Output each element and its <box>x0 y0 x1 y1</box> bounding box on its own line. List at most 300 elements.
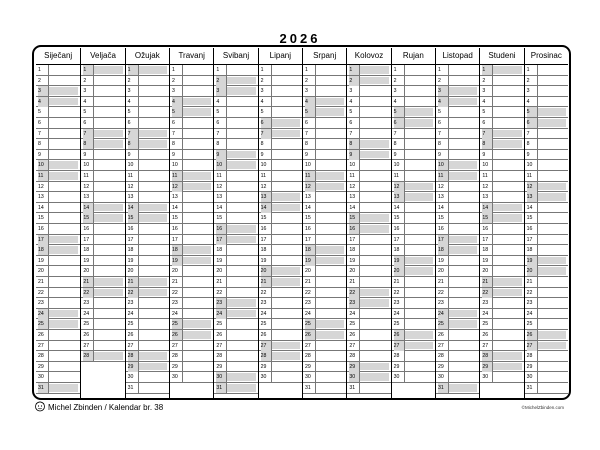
day-separator <box>492 266 493 276</box>
day-separator <box>404 245 405 255</box>
weekend-shade <box>493 130 521 138</box>
day-number: 26 <box>527 330 537 340</box>
day-number: 14 <box>172 204 178 211</box>
day-number: 19 <box>438 257 444 264</box>
day-number: 14 <box>305 204 311 211</box>
day-number: 29 <box>393 363 400 370</box>
day-number: 12 <box>527 182 537 192</box>
day-separator <box>492 86 493 96</box>
weekend-day-cell <box>36 245 80 256</box>
day-cell <box>525 76 568 87</box>
day-number: 27 <box>261 341 271 351</box>
face-logo-icon <box>34 400 46 412</box>
day-number: 6 <box>172 120 175 126</box>
day-number: 20 <box>216 268 223 275</box>
day-cell <box>170 192 213 203</box>
day-separator <box>404 277 405 287</box>
day-number: 4 <box>38 97 48 107</box>
weekend-shade <box>449 172 477 180</box>
day-cell <box>392 171 435 182</box>
weekend-shade <box>493 140 521 148</box>
day-number: 30 <box>127 374 134 381</box>
weekend-shade <box>272 204 300 212</box>
month-column <box>213 48 257 398</box>
day-number: 5 <box>216 109 220 116</box>
day-separator <box>359 129 360 139</box>
day-number: 15 <box>482 213 492 223</box>
day-separator <box>492 224 493 234</box>
day-number: 29 <box>260 363 267 370</box>
weekend-day-cell <box>392 341 435 352</box>
day-cell <box>214 192 257 203</box>
day-number: 24 <box>216 309 226 319</box>
day-cell <box>392 139 435 150</box>
day-separator <box>448 76 449 86</box>
day-separator <box>359 160 360 170</box>
day-number: 29 <box>38 363 44 370</box>
day-separator <box>226 107 227 117</box>
day-number: 23 <box>172 300 178 307</box>
day-cell <box>303 277 346 288</box>
weekend-shade <box>227 236 255 244</box>
day-separator <box>359 203 360 213</box>
day-cell <box>347 309 390 320</box>
day-number: 21 <box>83 277 93 287</box>
weekend-shade <box>538 331 566 339</box>
weekend-shade <box>272 193 300 201</box>
day-number: 27 <box>349 342 356 349</box>
day-separator <box>492 150 493 160</box>
day-cell <box>525 277 568 288</box>
day-separator <box>404 86 405 96</box>
weekend-shade <box>316 257 344 265</box>
weekend-shade <box>139 363 167 371</box>
day-separator <box>48 150 49 160</box>
day-number: 9 <box>38 151 41 158</box>
day-separator <box>271 319 272 329</box>
day-number: 7 <box>261 129 271 139</box>
day-cell <box>81 298 124 309</box>
day-number: 2 <box>83 77 87 84</box>
day-separator <box>226 362 227 372</box>
day-number: 3 <box>216 86 226 96</box>
day-number: 7 <box>482 129 492 139</box>
day-cell <box>36 341 80 352</box>
day-separator <box>315 86 316 96</box>
weekend-day-cell <box>36 319 80 330</box>
weekend-shade <box>94 204 122 212</box>
day-number: 11 <box>216 173 222 179</box>
day-cell <box>259 107 302 118</box>
day-separator <box>359 97 360 107</box>
day-separator <box>537 203 538 213</box>
day-number: 22 <box>349 288 359 298</box>
weekend-shade <box>493 214 521 222</box>
day-separator <box>93 319 94 329</box>
day-number: 9 <box>216 150 226 160</box>
day-cell <box>303 298 346 309</box>
day-separator <box>448 266 449 276</box>
day-separator <box>271 372 272 382</box>
weekend-day-cell <box>303 330 346 341</box>
weekend-shade <box>94 278 122 286</box>
weekend-shade <box>227 373 255 381</box>
weekend-shade <box>405 257 433 265</box>
day-number: 30 <box>349 372 359 382</box>
day-number: 21 <box>128 277 138 287</box>
day-number: 17 <box>349 236 356 243</box>
day-cell <box>36 266 80 277</box>
day-cell <box>81 341 124 352</box>
day-cell <box>126 372 169 383</box>
day-separator <box>93 298 94 308</box>
day-cell <box>214 351 257 362</box>
day-number: 5 <box>127 109 131 116</box>
day-number: 17 <box>305 236 311 243</box>
footer-website: ©MichelZbinden.com <box>521 405 564 410</box>
day-cell <box>525 213 568 224</box>
day-number: 26 <box>83 332 90 338</box>
day-separator <box>492 298 493 308</box>
weekend-day-cell <box>303 182 346 193</box>
day-cell <box>81 245 124 256</box>
day-number: 7 <box>38 130 41 137</box>
day-cell <box>525 65 568 76</box>
day-number: 6 <box>38 120 41 126</box>
day-separator <box>404 319 405 329</box>
day-cell <box>392 203 435 214</box>
month-header: Kolovoz <box>347 48 390 65</box>
weekend-shade <box>316 331 344 339</box>
weekend-shade <box>449 98 477 106</box>
weekend-shade <box>493 66 521 74</box>
day-number: 22 <box>438 289 444 296</box>
day-number: 9 <box>305 151 308 158</box>
day-separator <box>48 192 49 202</box>
day-separator <box>359 118 360 128</box>
weekend-day-cell <box>81 213 124 224</box>
day-number: 24 <box>482 310 489 317</box>
day-separator <box>492 341 493 351</box>
day-cell <box>170 118 213 129</box>
weekend-shade <box>538 267 566 275</box>
day-number: 20 <box>261 266 271 276</box>
weekend-day-cell <box>126 362 169 373</box>
weekend-shade <box>139 214 167 222</box>
day-cell <box>126 298 169 309</box>
day-number: 7 <box>83 129 93 139</box>
day-separator <box>138 309 139 319</box>
weekend-day-cell <box>480 129 523 140</box>
day-number: 6 <box>482 120 486 126</box>
day-cell <box>36 76 80 87</box>
day-separator <box>48 213 49 223</box>
day-cell <box>480 97 523 108</box>
day-cell <box>170 288 213 299</box>
day-separator <box>138 76 139 86</box>
day-number: 2 <box>127 77 131 84</box>
day-separator <box>138 150 139 160</box>
day-number: 20 <box>438 268 444 275</box>
weekend-day-cell <box>480 362 523 373</box>
day-separator <box>448 150 449 160</box>
day-number: 18 <box>305 245 315 255</box>
day-number: 26 <box>216 332 223 338</box>
day-number: 23 <box>38 300 44 307</box>
weekend-day-cell <box>170 245 213 256</box>
weekend-shade <box>272 342 300 350</box>
day-number: 7 <box>128 129 138 139</box>
weekend-day-cell <box>392 118 435 129</box>
month-header: Prosinac <box>525 48 568 65</box>
day-cell <box>126 97 169 108</box>
weekend-day-cell <box>303 107 346 118</box>
weekend-day-cell <box>347 150 390 161</box>
month-header: Rujan <box>392 48 435 65</box>
day-cell <box>303 341 346 352</box>
day-cell <box>170 150 213 161</box>
day-separator <box>138 224 139 234</box>
day-number: 3 <box>393 88 397 95</box>
weekend-day-cell <box>214 76 257 87</box>
day-separator <box>93 256 94 266</box>
day-number: 8 <box>260 141 264 148</box>
day-cell <box>259 235 302 246</box>
day-number: 17 <box>260 236 267 243</box>
day-cell <box>303 192 346 203</box>
day-separator <box>404 129 405 139</box>
day-cell <box>436 266 479 277</box>
day-number: 16 <box>305 226 311 232</box>
weekend-shade <box>538 119 566 127</box>
weekend-day-cell <box>525 107 568 118</box>
day-number: 16 <box>83 226 90 232</box>
day-number: 10 <box>482 162 489 169</box>
day-cell <box>81 150 124 161</box>
day-separator <box>271 97 272 107</box>
day-number: 13 <box>127 194 134 201</box>
day-number: 16 <box>172 226 178 232</box>
day-number: 8 <box>128 139 138 149</box>
day-separator <box>448 341 449 351</box>
day-number: 15 <box>260 215 267 222</box>
day-separator <box>492 97 493 107</box>
day-number: 4 <box>438 97 448 107</box>
weekend-day-cell <box>436 235 479 246</box>
day-separator <box>182 351 183 361</box>
day-separator <box>271 256 272 266</box>
day-number: 18 <box>526 247 533 254</box>
weekend-day-cell <box>170 319 213 330</box>
day-number: 5 <box>349 109 353 116</box>
day-number: 26 <box>482 332 489 338</box>
day-cell <box>214 341 257 352</box>
day-separator <box>359 182 360 192</box>
day-cell <box>480 171 523 182</box>
day-cell <box>436 362 479 373</box>
day-separator <box>182 65 183 75</box>
day-cell <box>81 182 124 193</box>
weekend-day-cell <box>81 129 124 140</box>
day-number: 3 <box>83 88 87 95</box>
weekend-shade <box>360 373 388 381</box>
day-number: 28 <box>482 351 492 361</box>
weekend-shade <box>449 320 477 328</box>
month-column <box>479 48 523 398</box>
day-separator <box>315 118 316 128</box>
day-number: 12 <box>260 183 267 190</box>
day-number: 12 <box>172 182 182 192</box>
page-title: 2026 <box>279 31 321 46</box>
day-cell <box>347 235 390 246</box>
day-number: 10 <box>216 160 226 170</box>
day-number: 9 <box>349 150 359 160</box>
month-column <box>258 48 302 398</box>
day-cell <box>303 139 346 150</box>
day-number: 9 <box>83 151 87 158</box>
day-separator <box>404 97 405 107</box>
day-cell <box>214 139 257 150</box>
day-separator <box>93 235 94 245</box>
day-cell <box>436 129 479 140</box>
day-number: 29 <box>216 363 223 370</box>
day-number: 31 <box>127 385 134 391</box>
weekend-shade <box>139 352 167 360</box>
day-number: 2 <box>349 76 359 86</box>
day-number: 19 <box>394 256 404 266</box>
day-separator <box>93 266 94 276</box>
day-separator <box>359 86 360 96</box>
day-cell <box>170 129 213 140</box>
weekend-day-cell <box>126 129 169 140</box>
day-number: 20 <box>482 268 489 275</box>
day-cell <box>347 203 390 214</box>
day-cell <box>36 224 80 235</box>
day-separator <box>492 118 493 128</box>
weekend-shade <box>94 66 122 74</box>
day-separator <box>138 97 139 107</box>
day-number: 13 <box>527 192 537 202</box>
day-cell <box>525 362 568 373</box>
day-number: 20 <box>38 268 44 275</box>
day-cell <box>347 266 390 277</box>
day-number: 10 <box>393 162 400 169</box>
day-separator <box>271 150 272 160</box>
day-number: 6 <box>438 120 441 126</box>
day-separator <box>404 203 405 213</box>
weekend-day-cell <box>36 235 80 246</box>
day-separator <box>93 150 94 160</box>
day-separator <box>537 76 538 86</box>
day-number: 4 <box>526 98 530 105</box>
weekend-day-cell <box>81 65 124 76</box>
day-cell <box>525 298 568 309</box>
day-cell <box>392 319 435 330</box>
day-number: 13 <box>172 194 178 201</box>
day-cell <box>126 383 169 394</box>
month-header: Veljača <box>81 48 124 65</box>
day-cell <box>303 118 346 129</box>
day-number: 14 <box>526 204 533 211</box>
weekend-shade <box>227 299 255 307</box>
day-separator <box>226 171 227 181</box>
weekend-day-cell <box>436 86 479 97</box>
day-number: 4 <box>393 98 397 105</box>
day-cell <box>81 107 124 118</box>
day-separator <box>48 330 49 340</box>
weekend-shade <box>227 161 255 169</box>
day-cell <box>436 351 479 362</box>
weekend-shade <box>449 236 477 244</box>
weekend-shade <box>272 119 300 127</box>
day-number: 26 <box>127 332 134 338</box>
day-number: 31 <box>438 383 448 393</box>
day-number: 10 <box>127 162 134 169</box>
day-separator <box>448 182 449 192</box>
weekend-day-cell <box>214 383 257 394</box>
day-number: 21 <box>216 279 223 285</box>
day-separator <box>93 107 94 117</box>
day-number: 21 <box>349 279 356 285</box>
weekend-shade <box>183 257 211 265</box>
day-cell <box>436 288 479 299</box>
day-cell <box>347 129 390 140</box>
day-separator <box>226 351 227 361</box>
weekend-shade <box>405 119 433 127</box>
day-number: 24 <box>349 310 356 317</box>
day-number: 2 <box>216 76 226 86</box>
day-number: 28 <box>128 351 138 361</box>
weekend-day-cell <box>525 192 568 203</box>
day-cell <box>436 277 479 288</box>
day-number: 15 <box>83 213 93 223</box>
day-number: 22 <box>526 289 533 296</box>
day-number: 1 <box>172 67 175 73</box>
day-cell <box>259 288 302 299</box>
day-cell <box>214 319 257 330</box>
day-separator <box>182 139 183 149</box>
day-cell <box>36 330 80 341</box>
weekend-shade <box>227 77 255 85</box>
day-cell <box>392 362 435 373</box>
day-number: 2 <box>393 77 397 84</box>
day-cell <box>259 245 302 256</box>
day-separator <box>226 97 227 107</box>
day-separator <box>315 65 316 75</box>
weekend-day-cell <box>347 213 390 224</box>
day-cell <box>259 86 302 97</box>
day-cell <box>436 76 479 87</box>
day-separator <box>226 129 227 139</box>
weekend-day-cell <box>480 65 523 76</box>
day-number: 14 <box>482 203 492 213</box>
day-separator <box>226 213 227 223</box>
day-number: 3 <box>127 88 131 95</box>
day-cell <box>525 86 568 97</box>
month-column <box>524 48 568 398</box>
day-number: 22 <box>305 289 311 296</box>
day-number: 6 <box>216 120 220 126</box>
day-cell <box>392 86 435 97</box>
weekend-day-cell <box>259 266 302 277</box>
day-separator <box>404 309 405 319</box>
day-cell <box>36 107 80 118</box>
day-number: 24 <box>38 309 48 319</box>
day-separator <box>48 256 49 266</box>
day-cell <box>36 298 80 309</box>
day-number: 31 <box>216 383 226 393</box>
day-number: 23 <box>260 300 267 307</box>
